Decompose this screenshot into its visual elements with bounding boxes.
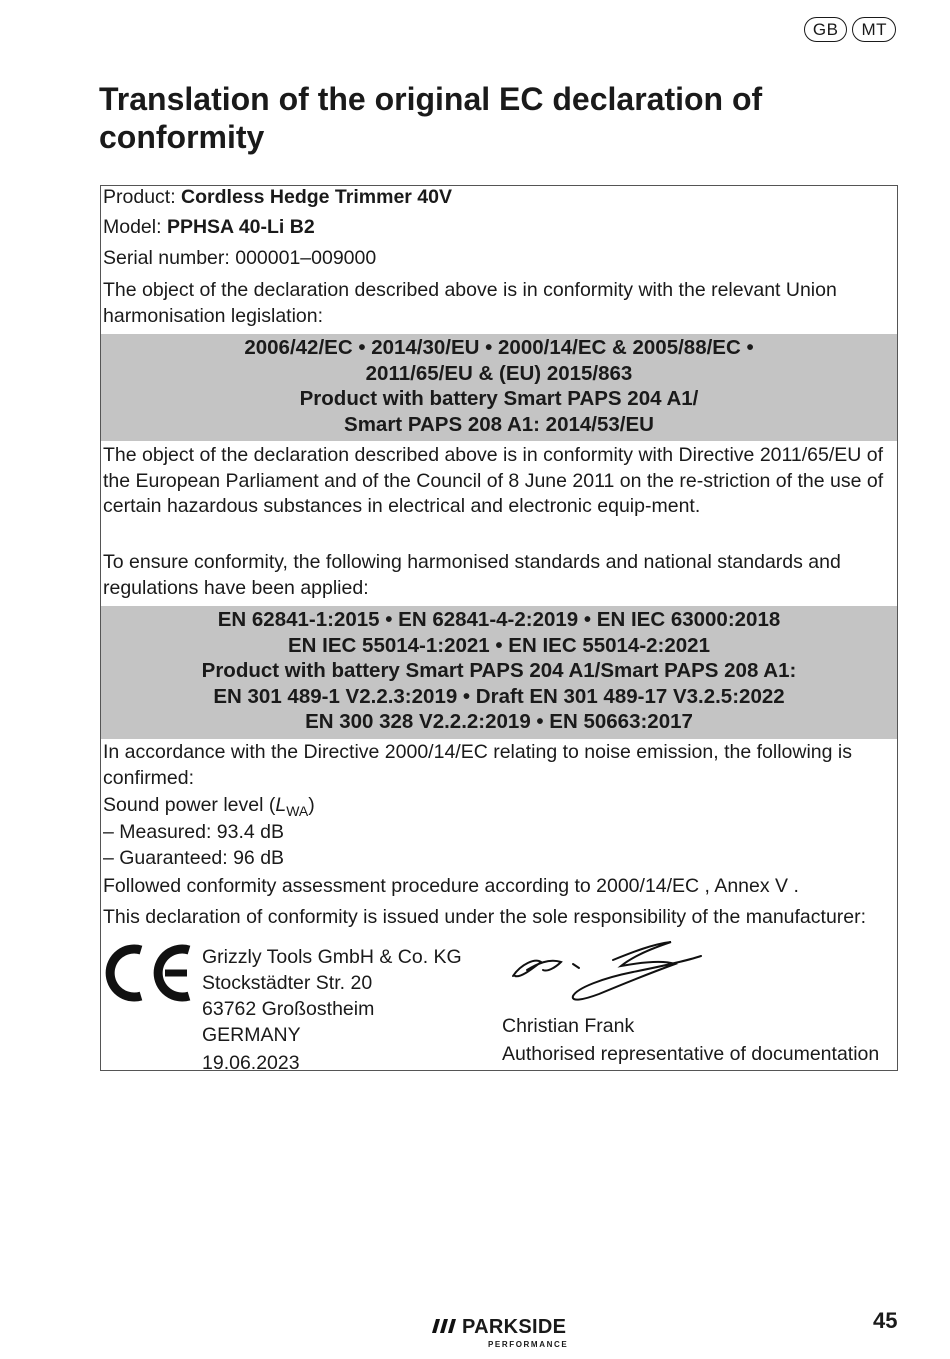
declaration-date: 19.06.2023 — [202, 1052, 300, 1074]
signatory-name: Christian Frank — [502, 1015, 635, 1037]
measured-level: – Measured: 93.4 dB — [103, 821, 285, 843]
language-badge-mt: MT — [852, 17, 896, 42]
standard-line: Product with battery Smart PAPS 204 A1/Smart PAPS 208 A1: — [201, 659, 797, 682]
directive-line: Smart PAPS 208 A1: 2014/53/EU — [344, 412, 654, 436]
ce-mark-icon — [103, 940, 195, 1006]
standards-intro: To ensure conformity, the following harmonised standards and national standards and regulations have been applied: — [103, 551, 841, 599]
standard-line: EN 301 489-1 V2.2.3:2019 • Draft EN 301 489-17 V3.2.5:2022 — [213, 684, 785, 708]
product-label: Product: — [103, 186, 182, 208]
standard-line: EN 300 328 V2.2.2:2019 • EN 50663:2017 — [305, 710, 693, 733]
brand-logo: PARKSIDE — [462, 1316, 567, 1338]
product-value: Cordless Hedge Trimmer 40V — [181, 186, 452, 208]
manufacturer-country: GERMANY — [202, 1024, 301, 1046]
standard-line: EN 62841-1:2015 • EN 62841-4-2:2019 • EN IEC 63000:2018 — [217, 608, 781, 631]
standard-line: EN IEC 55014-1:2021 • EN IEC 55014-2:2021 — [288, 633, 710, 657]
brand-sub: PERFORMANCE — [488, 1340, 569, 1349]
manufacturer-street: Stockstädter Str. 20 — [202, 972, 373, 994]
rohs-text: The object of the declaration described above is in conformity with Directive 2011/65/EU of the European Parliament and of the Council of 8 June 2011 on the re-striction of the use of certain hazardous substances in electrical and electronic equip-ment. — [103, 444, 884, 517]
noise-text: In accordance with the Directive 2000/14/EC relating to noise emission, the following is confirmed: — [103, 741, 852, 789]
directive-line: 2011/65/EU & (EU) 2015/863 — [365, 361, 633, 385]
procedure-text: Followed conformity assessment procedure according to 2000/14/EC , Annex V . — [103, 875, 799, 897]
sound-power-level: Sound power level $(L_{WA})$ — [103, 794, 315, 819]
directive-line: Product with battery Smart PAPS 204 A1/ — [299, 387, 699, 410]
parkside-stripes-icon — [431, 1316, 459, 1336]
responsibility-text: This declaration of conformity is issued under the sole responsibility of the manufacturer: — [103, 906, 867, 928]
model-value: PPHSA 40-Li B2 — [166, 216, 315, 238]
language-badge-gb: GB — [804, 17, 848, 42]
guaranteed-level: – Guaranteed: 96 dB — [103, 847, 285, 869]
manufacturer-city: 63762 Großostheim — [202, 998, 375, 1020]
serial-number: Serial number: 000001–009000 — [103, 247, 377, 269]
page-number: 45 — [873, 1308, 898, 1333]
product-line — [103, 186, 452, 209]
manufacturer-name: Grizzly Tools GmbH & Co. KG — [202, 946, 462, 968]
standards-block — [101, 606, 897, 739]
declaration-box — [100, 185, 898, 1074]
language-badges — [804, 17, 896, 42]
union-legislation-text: The object of the declaration described above is in conformity with the relevant Union harmonisation legislation: — [103, 279, 837, 327]
signature-icon — [503, 938, 703, 1006]
directives-block — [101, 334, 897, 441]
signatory-role: Authorised representative of documentation — [502, 1043, 880, 1065]
directive-line: 2006/42/EC • 2014/30/EU • 2000/14/EC & 2005/88/EC • — [244, 336, 754, 359]
signatory — [502, 1012, 879, 1068]
model-line — [103, 216, 315, 239]
page-title: Translation of the original EC declaration of conformity — [99, 81, 763, 155]
manufacturer-address — [202, 944, 462, 1076]
model-label: Model: — [103, 216, 167, 238]
